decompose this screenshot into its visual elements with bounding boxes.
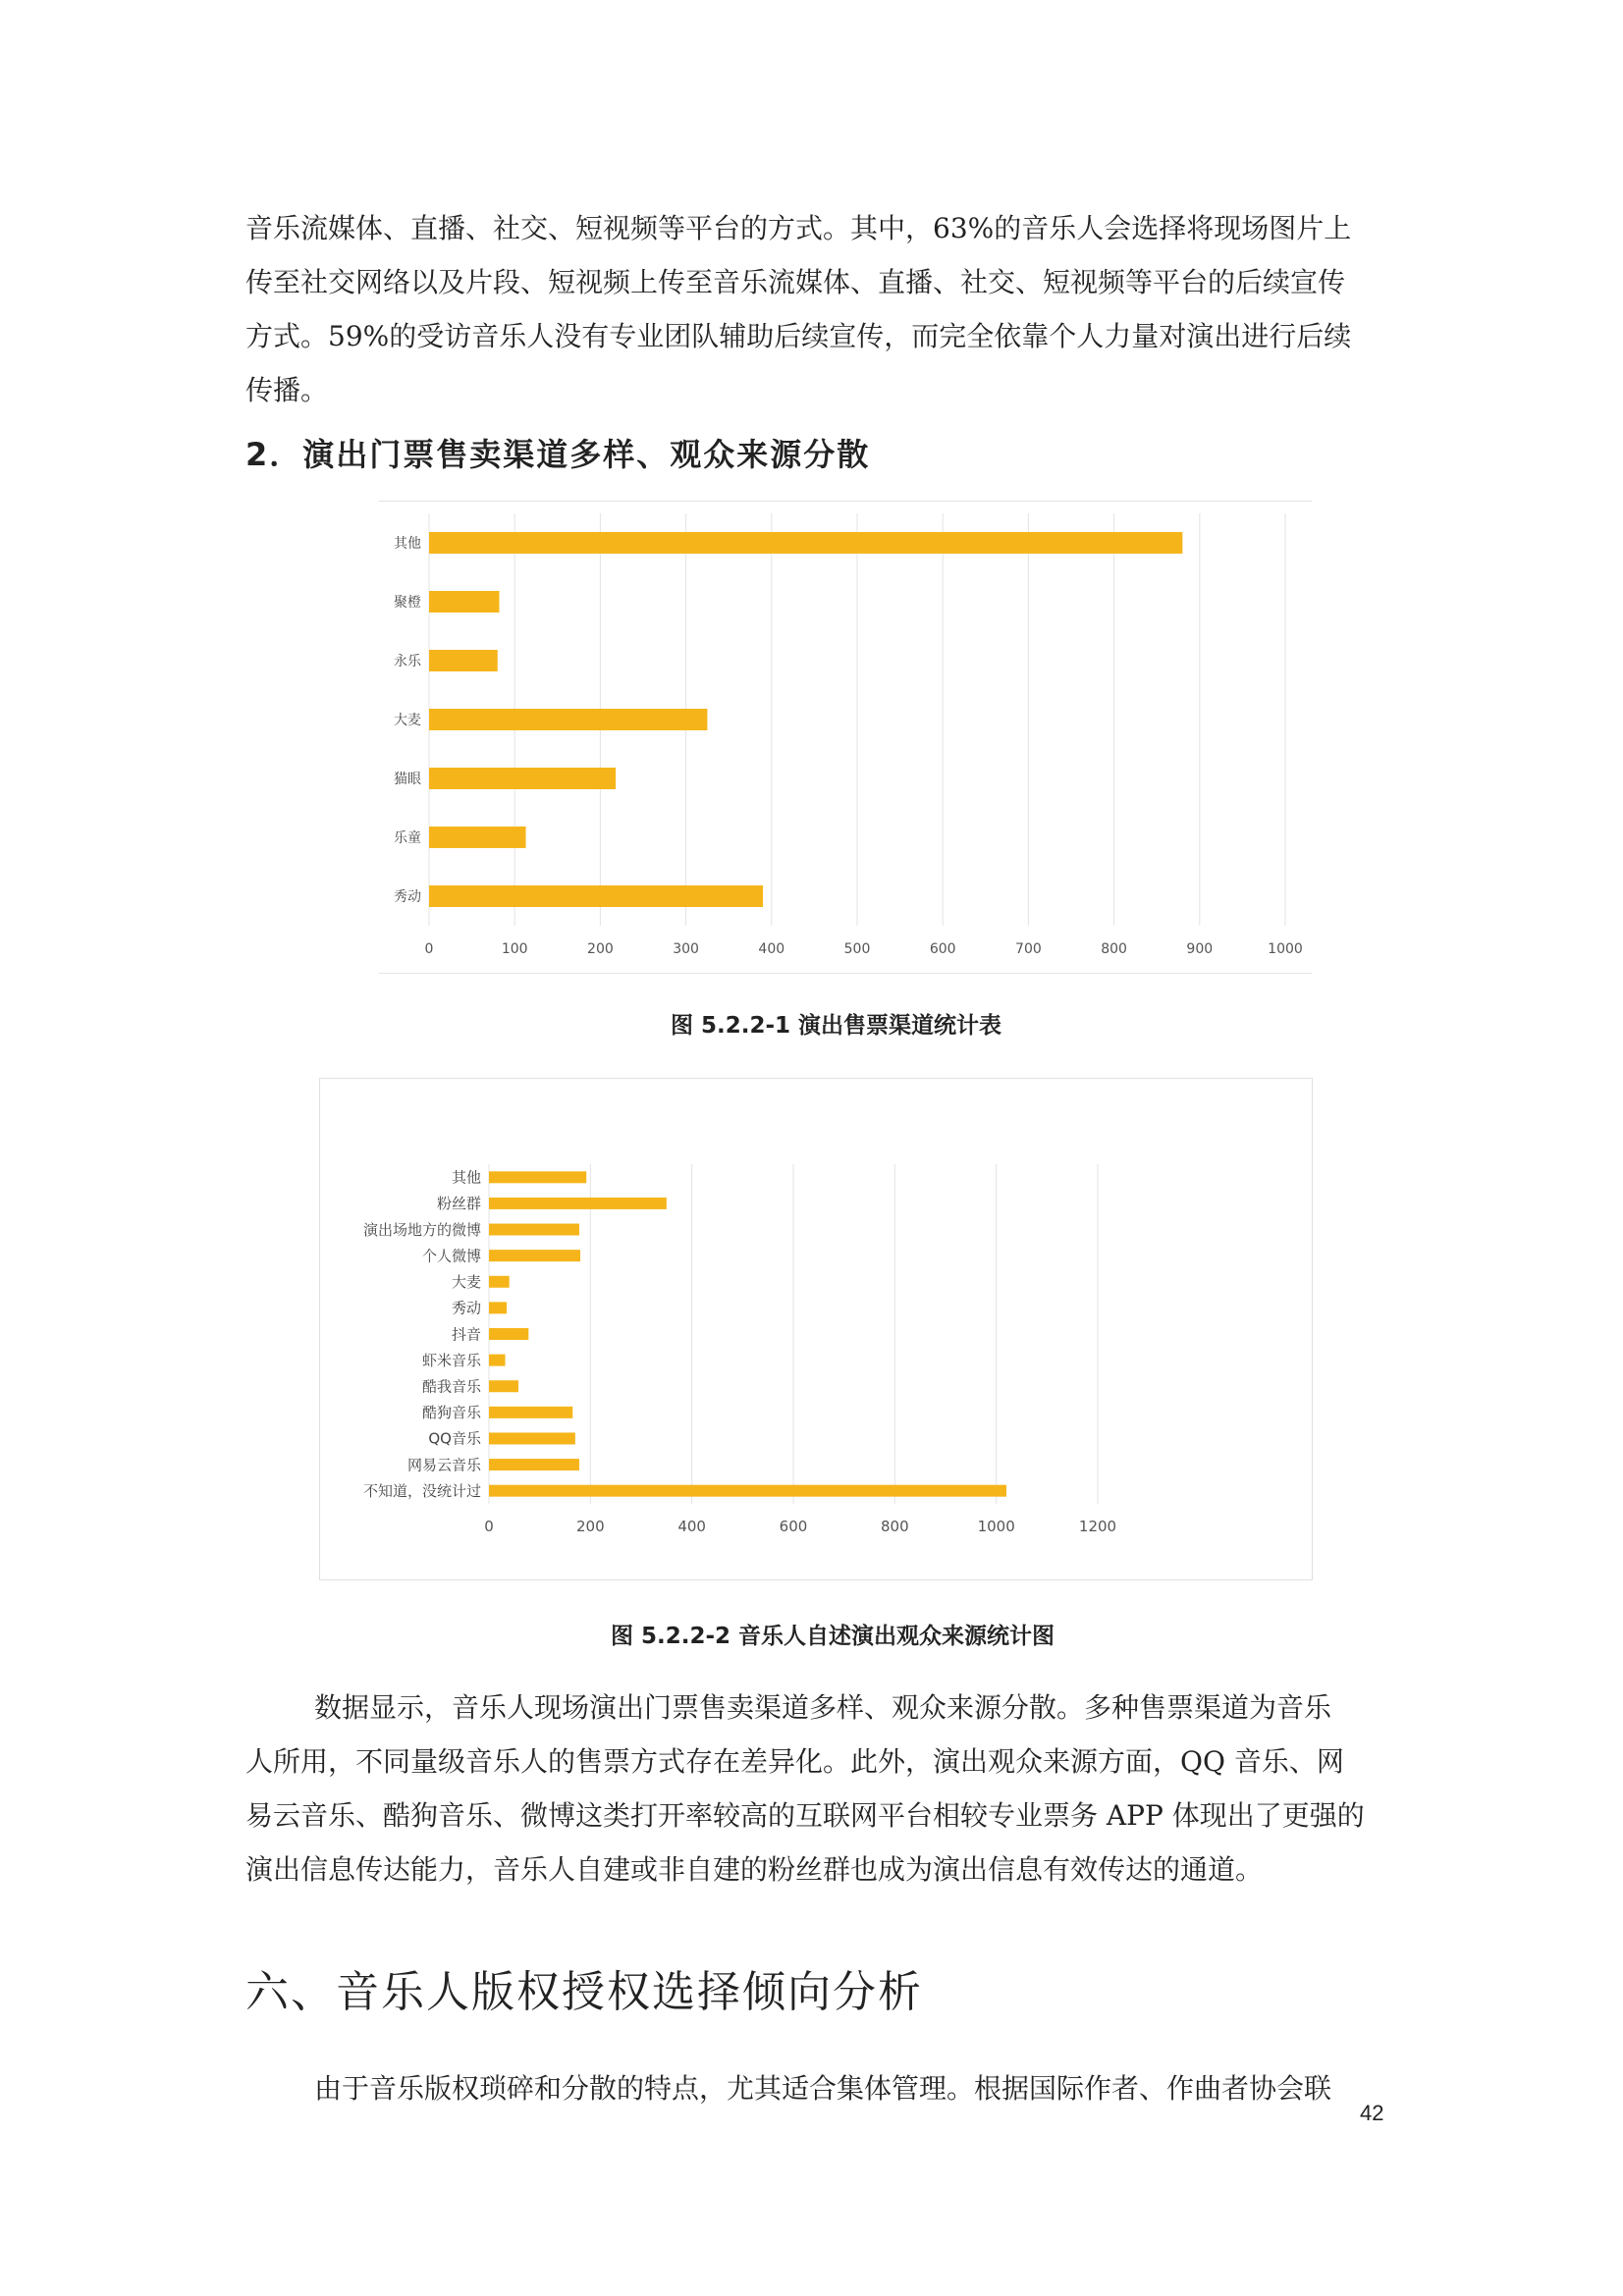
x-tick-label: 600 [779,1518,808,1535]
x-tick-label: 400 [758,941,785,957]
category-label: 猫眼 [394,771,421,787]
category-label: 大麦 [451,1273,481,1292]
category-label: 永乐 [394,653,421,669]
category-label: 个人微博 [421,1247,481,1265]
x-tick-label: 700 [1015,941,1042,957]
x-tick-label: 1000 [977,1518,1015,1535]
category-label: 乐童 [394,829,421,846]
ticket-channel-chart [379,501,1312,974]
category-label: 虾米音乐 [421,1351,481,1369]
bar [489,1250,580,1261]
figure2-caption: 图 5.2.2-2 音乐人自述演出观众来源统计图 [611,1624,1055,1649]
x-tick-label: 1200 [1078,1518,1117,1535]
x-tick-label: 0 [424,941,434,957]
text-line: 方式。59%的受访音乐人没有专业团队辅助后续宣传，而完全依靠个人力量对演出进行后续 [245,320,1352,352]
x-tick-label: 800 [1101,941,1127,957]
x-tick-label: 500 [843,941,871,957]
x-tick-label: 200 [576,1518,605,1535]
audience-source-chart [319,1078,1313,1580]
bar [429,709,707,730]
figure1-caption: 图 5.2.2-1 演出售票渠道统计表 [671,1013,1002,1039]
page-number: 42 [1360,2101,1384,2125]
x-tick-label: 300 [673,941,699,957]
bar [489,1302,507,1313]
chapter-heading: 六、音乐人版权授权选择倾向分析 [245,1967,923,2017]
text-line: 传至社交网络以及片段、短视频上传至音乐流媒体、直播、社交、短视频等平台的后续宣传 [245,266,1346,298]
section-heading: 2．演出门票售卖渠道多样、观众来源分散 [245,436,871,473]
x-tick-label: 600 [929,941,956,957]
x-tick-label: 900 [1186,941,1214,957]
bar [489,1224,579,1236]
bar [429,768,616,789]
text-line: 演出信息传达能力，音乐人自建或非自建的粉丝群也成为演出信息有效传达的通道。 [245,1853,1264,1886]
category-label: 秀动 [451,1299,481,1317]
x-tick-label: 100 [501,941,528,957]
x-tick-label: 400 [677,1518,706,1535]
category-label: 大麦 [394,712,421,728]
bar [489,1328,528,1340]
bar [429,827,526,848]
bar [489,1276,510,1288]
category-label: 抖音 [451,1325,481,1344]
text-line: 数据显示，音乐人现场演出门票售卖渠道多样、观众来源分散。多种售票渠道为音乐 [314,1691,1332,1724]
bar [429,650,498,671]
x-tick-label: 1000 [1268,941,1303,957]
bar [489,1198,667,1209]
bar [489,1380,518,1392]
bar [429,591,500,613]
last-paragraph [245,2061,1384,2115]
text-line: 传播。 [245,374,329,406]
x-tick-label: 0 [484,1518,494,1535]
category-label: 其他 [394,535,421,552]
x-tick-label: 200 [587,941,614,957]
text-line: 音乐流媒体、直播、社交、短视频等平台的方式。其中，63%的音乐人会选择将现场图片上 [245,212,1352,244]
category-label: 粉丝群 [436,1195,481,1213]
category-label: 网易云音乐 [406,1456,481,1474]
text-line: 人所用，不同量级音乐人的售票方式存在差异化。此外，演出观众来源方面，QQ 音乐、网 [245,1745,1344,1778]
category-label: 酷狗音乐 [421,1404,481,1422]
text-line: 易云音乐、酷狗音乐、微博这类打开率较高的互联网平台相较专业票务 APP 体现出了更强的 [245,1799,1365,1832]
x-tick-label: 800 [881,1518,909,1535]
bar [429,532,1182,554]
category-label: 酷我音乐 [421,1377,481,1396]
category-label: 秀动 [394,888,421,905]
category-label: 演出场地方的微博 [362,1220,481,1239]
bar [489,1485,1006,1497]
ticket-channel-chart-svg [379,502,1312,973]
intro-paragraph [245,201,1384,417]
category-label: 聚橙 [394,594,421,611]
category-label: QQ音乐 [428,1429,481,1448]
category-label: 其他 [451,1168,481,1187]
bar [489,1459,579,1470]
bar [489,1407,572,1418]
bar [489,1432,575,1444]
bar [429,885,763,907]
text-line: 由于音乐版权琐碎和分散的特点，尤其适合集体管理。根据国际作者、作曲者协会联 [314,2072,1332,2105]
category-label: 不知道，没统计过 [362,1481,481,1500]
body-paragraph [245,1681,1384,1896]
bar [489,1171,586,1183]
audience-source-chart-svg [320,1079,1312,1579]
bar [489,1355,506,1366]
